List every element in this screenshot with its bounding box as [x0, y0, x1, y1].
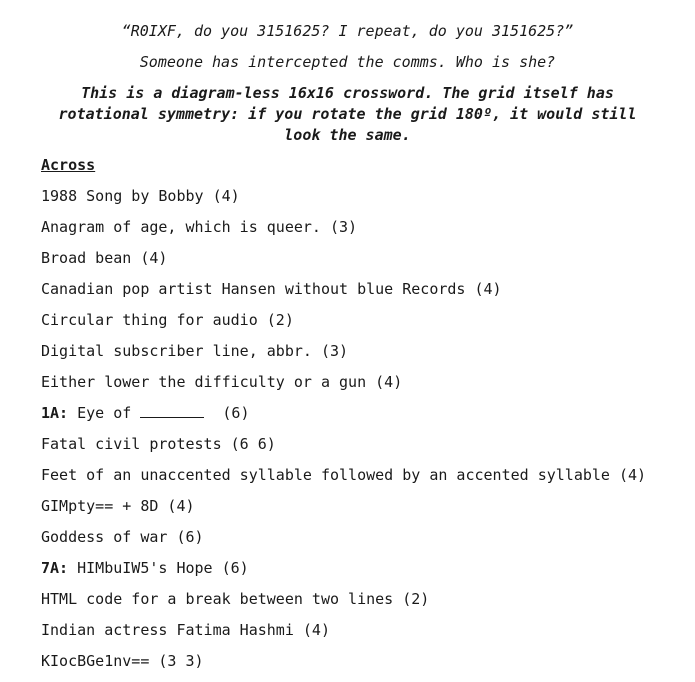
clue-item: [41, 403, 646, 434]
clue-item: [41, 217, 646, 248]
clue-text: Feet of an unaccented syllable followed by an accented syllable (4): [41, 466, 647, 484]
clue-text-after-blank: (6): [222, 404, 250, 422]
clue-item: [41, 589, 646, 620]
clue-item: [41, 372, 646, 403]
across-heading: Across: [41, 156, 96, 174]
clue-text: Broad bean (4): [41, 249, 168, 267]
clue-text-before-blank: Eye of: [77, 404, 132, 422]
across-clue-list: [41, 186, 646, 682]
clue-text: HTML code for a break between two lines (2): [41, 590, 430, 608]
clue-item: [41, 341, 646, 372]
clue-number: 1A:: [41, 404, 69, 422]
clue-item: [41, 496, 646, 527]
clue-text: HIMbuIW5's Hope (6): [77, 559, 249, 577]
clue-number: 7A:: [41, 559, 69, 577]
clue-text: Goddess of war (6): [41, 528, 204, 546]
clue-item: [41, 248, 646, 279]
clue-item: [41, 279, 646, 310]
rules-line-3: look the same.: [284, 126, 411, 144]
clue-item: [41, 558, 646, 589]
clue-text: Fatal civil protests (6 6): [41, 435, 276, 453]
puzzle-question: Someone has intercepted the comms. Who is she?: [139, 53, 556, 71]
rules-line-2: rotational symmetry: if you rotate the grid 180º, it would still: [58, 105, 637, 123]
clue-text: Digital subscriber line, abbr. (3): [41, 342, 349, 360]
clue-item: [41, 434, 646, 465]
rules-line-1: This is a diagram-less 16x16 crossword. The grid itself has: [81, 84, 614, 102]
fill-in-blank: [140, 403, 204, 418]
clue-text: Canadian pop artist Hansen without blue Records (4): [41, 280, 502, 298]
clue-text: Either lower the difficulty or a gun (4): [41, 373, 403, 391]
clue-item: [41, 651, 646, 682]
clue-item: [41, 310, 646, 341]
clue-item: [41, 186, 646, 217]
clue-text: 1988 Song by Bobby (4): [41, 187, 240, 205]
clue-text: Anagram of age, which is queer. (3): [41, 218, 358, 236]
clue-text: Indian actress Fatima Hashmi (4): [41, 621, 330, 639]
clue-item: [41, 620, 646, 651]
intercepted-message: “R0IXF, do you 3151625? I repeat, do you 3151625?”: [121, 22, 574, 40]
clue-text: Circular thing for audio (2): [41, 311, 294, 329]
puzzle-rules: [50, 83, 645, 146]
clue-item: [41, 527, 646, 558]
clue-text: KIocBGe1nv== (3 3): [41, 652, 204, 670]
clue-text: GIMpty== + 8D (4): [41, 497, 195, 515]
clue-item: [41, 465, 646, 496]
